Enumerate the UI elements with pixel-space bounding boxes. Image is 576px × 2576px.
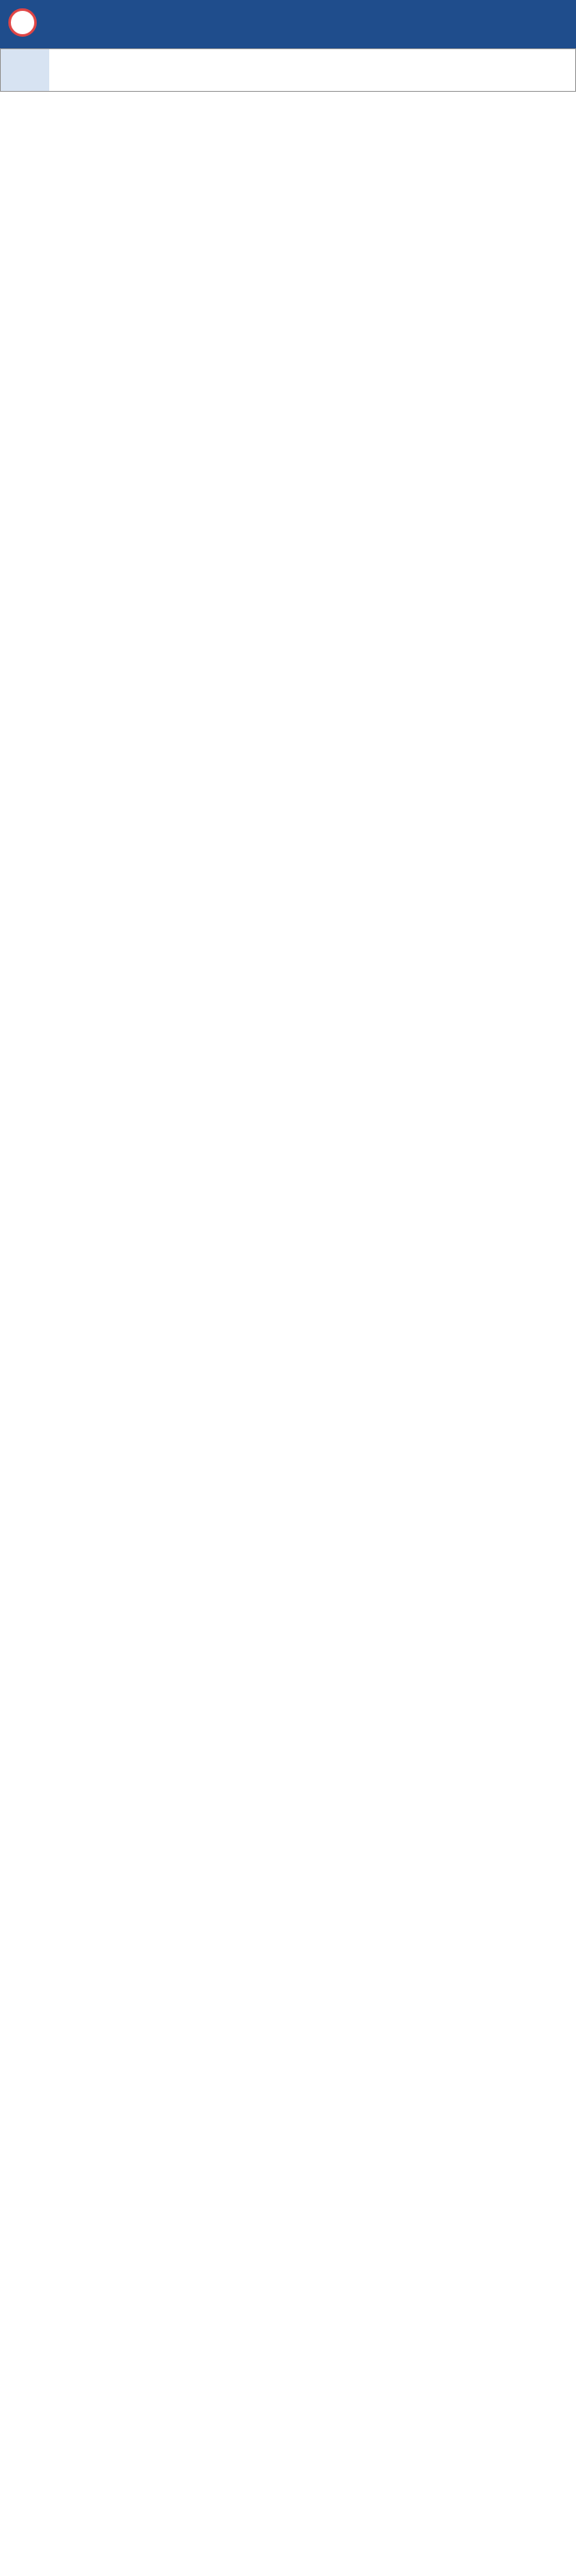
report-header	[0, 0, 576, 48]
market-overview	[0, 48, 576, 92]
company-logo	[8, 7, 125, 43]
logo-mark-icon	[8, 8, 37, 37]
overview-label	[1, 49, 49, 91]
